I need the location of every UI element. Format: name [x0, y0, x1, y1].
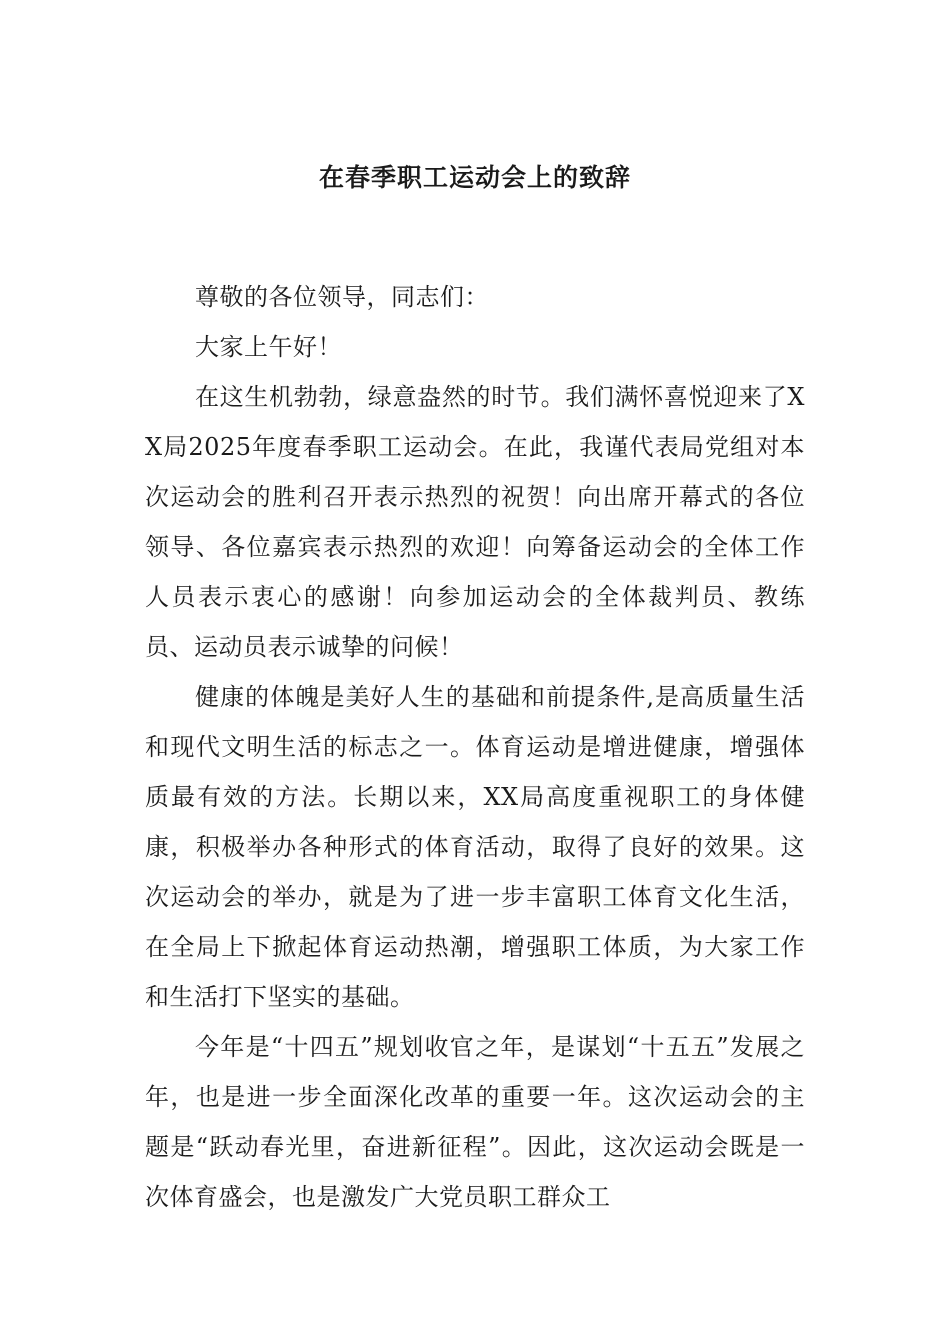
opening-paragraph: 在这生机勃勃，绿意盎然的时节。我们满怀喜悦迎来了XX局2025年度春季职工运动会。在此，我谨代表局党组对本次运动会的胜利召开表示热烈的祝贺！向出席开幕式的各位领导、各位嘉宾表示热烈的欢迎！向筹备运动会的全体工作人员表示衷心的感谢！向参加运动会的全体裁判员、教练员、运动员表示诚挚的问候！: [145, 383, 805, 661]
health-paragraph: 健康的体魄是美好人生的基础和前提条件,是高质量生活和现代文明生活的标志之一。体育运动是增进健康，增强体质最有效的方法。长期以来，XX局高度重视职工的身体健康，积极举办各种形式的体育活动，取得了良好的效果。这次运动会的举办，就是为了进一步丰富职工体育文化生活，在全局上下掀起体育运动热潮，增强职工体质，为大家工作和生活打下坚实的基础。: [145, 683, 805, 1011]
document-body: [145, 272, 805, 1222]
theme-paragraph: 今年是“十四五”规划收官之年，是谋划“十五五”发展之年，也是进一步全面深化改革的重要一年。这次运动会的主题是“跃动春光里，奋进新征程”。因此，这次运动会既是一次体育盛会，也是激发广大党员职工群众工: [145, 1033, 805, 1211]
greeting-paragraph: 大家上午好！: [195, 333, 342, 361]
salutation-paragraph: 尊敬的各位领导，同志们：: [195, 283, 489, 311]
document-title: 在春季职工运动会上的致辞: [318, 163, 631, 192]
